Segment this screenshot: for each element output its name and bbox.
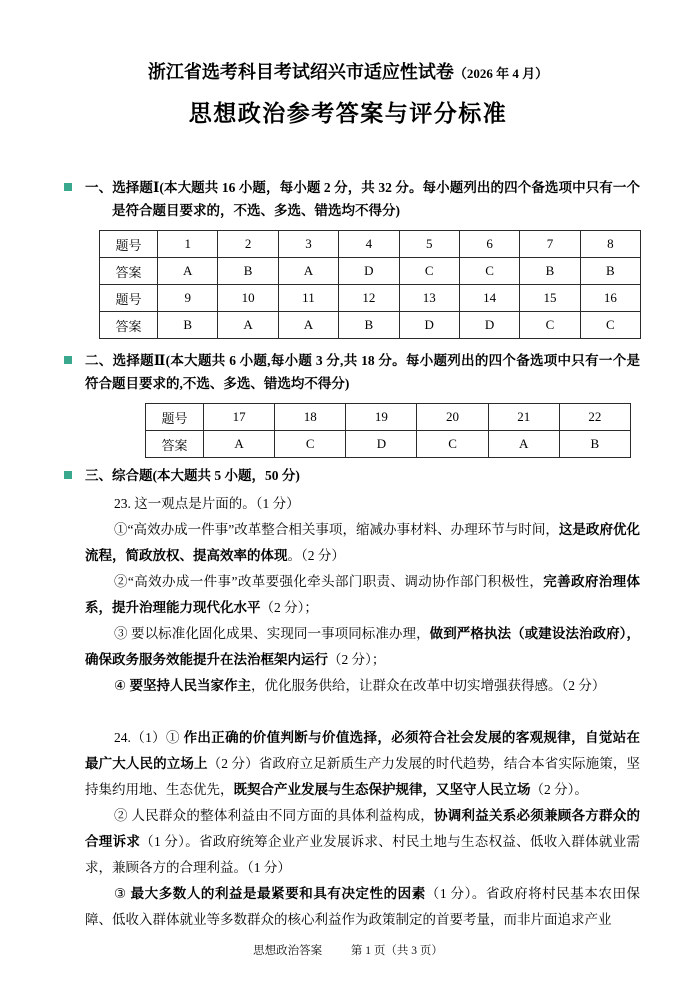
text-segment: 要坚持人民当家作主: [129, 678, 251, 693]
section3-heading-text: 三、综合题(本大题共 5 小题，50 分): [85, 468, 300, 483]
page-footer: [0, 942, 696, 958]
question-23-answer: [85, 491, 640, 699]
text-segment: （1 分）。省政府将村民基本农田保障、低收入群体就业等多数群众的核心利益作为政策制定的首要考量，而非片面追求产业: [85, 886, 641, 927]
text-segment: （2 分）省政府立足新质生产力发展的时代趋势，结合本省实际施策，坚持集约用地、生态优先，: [85, 756, 641, 797]
section1-heading: [85, 176, 640, 222]
answer-cell: A: [278, 258, 338, 285]
answer-cell: 7: [520, 231, 580, 258]
text-segment: 24.（1）①: [114, 730, 184, 745]
answer-cell: 19: [346, 404, 417, 431]
row-label-cell: 题号: [100, 285, 158, 312]
answer-cell: 17: [204, 404, 275, 431]
answer-table-row: [146, 431, 631, 458]
answer-cell: 4: [339, 231, 399, 258]
answer-cell: A: [158, 258, 218, 285]
answer-paragraph: [85, 673, 640, 699]
text-segment: （2 分）；: [328, 652, 386, 667]
text-segment: ④: [114, 678, 130, 693]
answer-cell: 12: [339, 285, 399, 312]
answer-cell: 18: [275, 404, 346, 431]
answer-table-row: [100, 285, 641, 312]
text-segment: 既契合产业发展与生态保护规律，又坚守人民立场: [233, 782, 531, 797]
answer-cell: C: [417, 431, 488, 458]
answer-cell: D: [399, 312, 459, 339]
text-segment: ①“高效办成一件事”改革整合相关事项，缩减办事材料、办理环节与时间，: [114, 522, 559, 537]
answer-cell: 10: [218, 285, 278, 312]
row-label-cell: 题号: [100, 231, 158, 258]
answer-cell: 20: [417, 404, 488, 431]
text-segment: （2 分）；: [260, 600, 318, 615]
footer-doc-label: 思想政治答案: [253, 945, 323, 957]
answer-cell: D: [339, 258, 399, 285]
answer-cell: A: [278, 312, 338, 339]
text-segment: 23. 这一观点是片面的。（1 分）: [114, 496, 300, 511]
text-segment: （2 分）。: [530, 782, 588, 797]
text-segment: 做到严格执法（或建设法治政府），确保政务服务效能提升在法治框架内运行: [85, 626, 641, 667]
answer-cell: D: [346, 431, 417, 458]
answer-cell: B: [158, 312, 218, 339]
row-label-cell: 答案: [100, 258, 158, 285]
answer-cell: C: [399, 258, 459, 285]
answer-cell: D: [459, 312, 519, 339]
answer-table-row: [146, 404, 631, 431]
section3-heading: [85, 464, 640, 487]
section2-heading: [85, 349, 640, 395]
footer-page-number: 第 1 页（共 3 页）: [350, 945, 443, 957]
text-segment: 。（2 分）: [287, 548, 345, 563]
answer-cell: B: [559, 431, 630, 458]
section2-heading-text: 二、选择题Ⅱ(本大题共 6 小题,每小题 3 分,共 18 分。每小题列出的四个备选项中只有一个是符合题目要求的,不选、多选、错选均不得分): [85, 353, 640, 391]
answer-paragraph: [85, 803, 640, 881]
text-segment: ②“高效办成一件事”改革要强化牵头部门职责、调动协作部门积极性，: [114, 574, 544, 589]
text-segment: 完善政府治理体系，提升治理能力现代化水平: [85, 574, 641, 615]
answer-cell: 2: [218, 231, 278, 258]
answer-cell: 1: [158, 231, 218, 258]
answer-cell: 15: [520, 285, 580, 312]
answer-cell: 21: [488, 404, 559, 431]
answer-paragraph: [85, 725, 640, 803]
answer-cell: 9: [158, 285, 218, 312]
choice-answers-table-1-body: [100, 231, 641, 339]
answer-table-row: [100, 312, 641, 339]
answer-cell: A: [218, 312, 278, 339]
answer-cell: 16: [580, 285, 640, 312]
document-title: [0, 58, 696, 88]
green-square-icon: [64, 471, 72, 479]
answer-paragraph: [85, 569, 640, 621]
document-title-date: （2026 年 4 月）: [453, 66, 549, 81]
answer-paragraph: [85, 517, 640, 569]
choice-answers-table-1: [99, 230, 641, 339]
text-segment: （1 分）。省政府统筹企业产业发展诉求、村民土地与生态权益、低收入群体就业需求，兼顾各方的合理利益。（1 分）: [85, 834, 641, 875]
answer-cell: B: [520, 258, 580, 285]
row-label-cell: 题号: [146, 404, 204, 431]
green-square-icon: [64, 356, 72, 364]
text-segment: 协调利益关系必须兼顾各方群众的合理诉求: [85, 808, 641, 849]
text-segment: ③: [114, 886, 131, 901]
answer-cell: C: [520, 312, 580, 339]
choice-answers-table-2: [145, 403, 631, 458]
answer-cell: 11: [278, 285, 338, 312]
question-24-answer: [85, 725, 640, 933]
answer-cell: 6: [459, 231, 519, 258]
text-segment: 这是政府优化流程，简政放权、提高效率的体现: [85, 522, 641, 563]
answer-cell: 8: [580, 231, 640, 258]
text-segment: 最大多数人的利益是最紧要和具有决定性的因素: [130, 886, 426, 901]
row-label-cell: 答案: [146, 431, 204, 458]
text-segment: 作出正确的价值判断与价值选择，必须符合社会发展的客观规律，自觉站在最广大人民的立场上: [85, 730, 641, 771]
text-segment: ② 人民群众的整体利益由不同方面的具体利益构成，: [114, 808, 434, 823]
row-label-cell: 答案: [100, 312, 158, 339]
answer-cell: 5: [399, 231, 459, 258]
green-square-icon: [64, 183, 72, 191]
answer-table-row: [100, 231, 641, 258]
text-segment: ，优化服务供给，让群众在改革中切实增强获得感。（2 分）: [251, 678, 606, 693]
answer-cell: 14: [459, 285, 519, 312]
answer-table-row: [100, 258, 641, 285]
answer-cell: B: [339, 312, 399, 339]
answer-paragraph: [85, 491, 640, 517]
answer-cell: B: [218, 258, 278, 285]
answer-paragraph: [85, 621, 640, 673]
document-title-text: 浙江省选考科目考试绍兴市适应性试卷: [147, 62, 454, 82]
answer-cell: A: [204, 431, 275, 458]
choice-answers-table-2-body: [146, 404, 631, 458]
answer-cell: A: [488, 431, 559, 458]
answer-cell: C: [580, 312, 640, 339]
section1-heading-text: 一、选择题Ⅰ(本大题共 16 小题，每小题 2 分，共 32 分。每小题列出的四个备选项中只有一个是符合题目要求的，不选、多选、错选均不得分): [85, 180, 640, 218]
document-subtitle: 思想政治参考答案与评分标准: [188, 101, 508, 126]
text-segment: ③ 要以标准化固化成果、实现同一事项同标准办理，: [114, 626, 430, 641]
answer-cell: 13: [399, 285, 459, 312]
answer-cell: C: [275, 431, 346, 458]
answer-cell: 22: [559, 404, 630, 431]
answer-cell: 3: [278, 231, 338, 258]
answer-paragraph: [85, 881, 640, 933]
answer-cell: C: [459, 258, 519, 285]
answer-cell: B: [580, 258, 640, 285]
